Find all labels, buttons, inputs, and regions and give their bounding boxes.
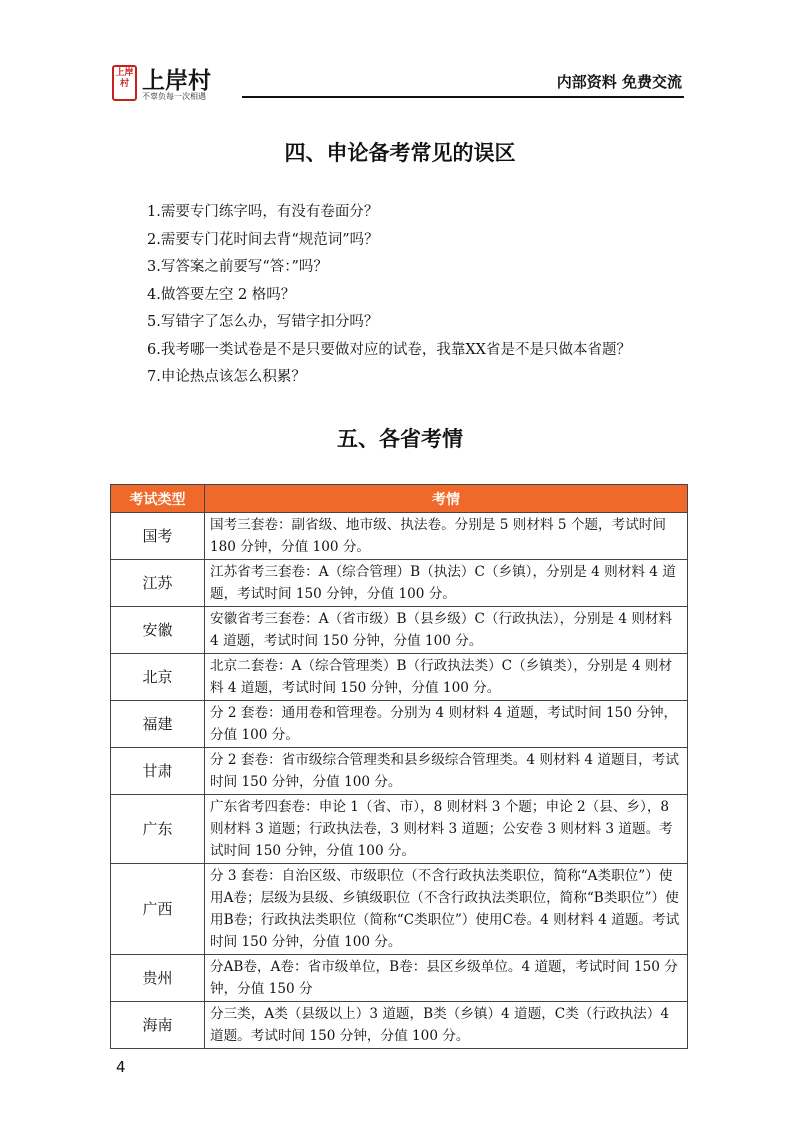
list-item: 1.需要专门练字吗，有没有卷面分？: [147, 204, 379, 220]
list-item: 6.我考哪一类试卷是不是只要做对应的试卷，我靠XX省是不是只做本省题？: [147, 341, 631, 358]
table-header-row: [111, 485, 688, 513]
info-cell: 分三类，A类（县级以上）3 道题，B类（乡镇）4 道题，C类（行政执法）4 道题。考试时间 150 分钟，分值 100 分。: [205, 1002, 688, 1049]
region-cell: 江苏: [111, 560, 205, 607]
region-cell: 福建: [111, 701, 205, 748]
logo-badge: 上岸村: [112, 65, 137, 101]
region-cell: 北京: [111, 654, 205, 701]
column-header-exam-type: 考试类型: [111, 485, 205, 513]
info-cell: 安徽省考三套卷：A（省市级）B（县乡级）C（行政执法），分别是 4 则材料 4 道题，考试时间 150 分钟，分值 100 分。: [205, 607, 688, 654]
region-cell: 国考: [111, 513, 205, 560]
region-cell: 广西: [111, 864, 205, 955]
table-row: [111, 1002, 688, 1049]
region-cell: 甘肃: [111, 748, 205, 795]
page-number: 4: [116, 1058, 126, 1076]
table-row: [111, 701, 688, 748]
region-cell: 贵州: [111, 955, 205, 1002]
info-cell: 分 2 套卷：通用卷和管理卷。分别为 4 则材料 4 道题，考试时间 150 分钟，分值 100 分。: [205, 701, 688, 748]
list-item: 3.写答案之前要写“答：”吗？: [147, 259, 328, 275]
page-header: [108, 62, 684, 104]
info-cell: 分 2 套卷：省市级综合管理类和县乡级综合管理类。4 则材料 4 道题目，考试时间 150 分钟，分值 100 分。: [205, 748, 688, 795]
table-row: [111, 864, 688, 955]
info-cell: 江苏省考三套卷：A（综合管理）B（执法）C（乡镇），分别是 4 则材料 4 道题，考试时间 150 分钟，分值 100 分。: [205, 560, 688, 607]
question-list: [147, 201, 631, 394]
section5-title: 五、各省考情: [337, 427, 463, 451]
column-header-exam-info: 考情: [205, 485, 688, 513]
table-row: [111, 560, 688, 607]
list-item: 7.申论热点该怎么积累？: [147, 369, 306, 385]
list-item: 2.需要专门花时间去背“规范词”吗？: [147, 231, 379, 248]
exam-info-table: [110, 484, 688, 1049]
info-cell: 分 3 套卷：自治区级、市级职位（不含行政执法类职位，简称“A类职位”）使用A卷；层级为县级、乡镇级职位（不含行政执法类职位，简称“B类职位”）使用B卷；行政执法类职位（简称“C类职位”）使用C卷。4 则材料 4 道题。考试时间 150 分钟，分值 100 分。: [205, 864, 688, 955]
header-note: 内部资料 免费交流: [556, 73, 682, 91]
info-cell: 北京二套卷：A（综合管理类）B（行政执法类）C（乡镇类），分别是 4 则材料 4 道题，考试时间 150 分钟，分值 100 分。: [205, 654, 688, 701]
info-cell: 国考三套卷：副省级、地市级、执法卷。分别是 5 则材料 5 个题，考试时间 180 分钟，分值 100 分。: [205, 513, 688, 560]
table-row: [111, 955, 688, 1002]
list-item: 4.做答要左空 2 格吗？: [147, 286, 296, 303]
section4-title: 四、申论备考常见的误区: [284, 141, 516, 165]
region-cell: 海南: [111, 1002, 205, 1049]
info-cell: 广东省考四套卷：申论 1（省、市），8 则材料 3 个题；申论 2（县、乡），8 则材料 3 道题；行政执法卷，3 则材料 3 道题；公安卷 3 则材料 3 道题。考试时间 150 分钟，分值 100 分。: [205, 795, 688, 864]
table-row: [111, 748, 688, 795]
region-cell: 安徽: [111, 607, 205, 654]
table-row: [111, 795, 688, 864]
table-row: [111, 607, 688, 654]
logo-slogan: 不辜负每一次相遇: [142, 92, 206, 101]
table-row: [111, 513, 688, 560]
info-cell: 分AB卷，A卷：省市级单位，B卷：县区乡级单位。4 道题，考试时间 150 分钟，分值 150 分: [205, 955, 688, 1002]
list-item: 5.写错字了怎么办，写错字扣分吗？: [147, 314, 379, 330]
header-rule: [242, 96, 684, 98]
logo-name: 上岸村: [142, 68, 211, 94]
region-cell: 广东: [111, 795, 205, 864]
table-row: [111, 654, 688, 701]
